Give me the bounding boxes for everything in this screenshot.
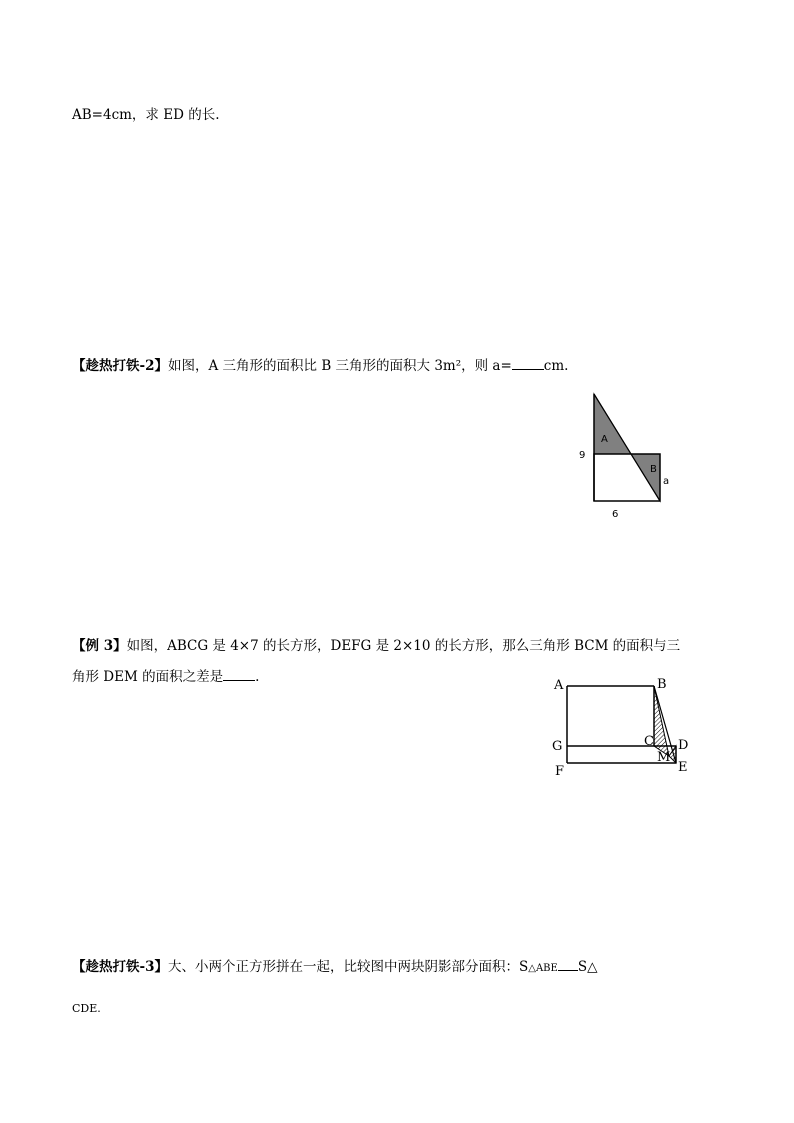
- question-2: [72, 354, 568, 374]
- point-label-m: M: [657, 750, 671, 765]
- example-3-period: .: [255, 669, 260, 685]
- question-2-tag: 【趁热打铁-2】: [72, 358, 168, 374]
- example-3-line2: [72, 665, 259, 685]
- triangle-bcm-shaded: [654, 686, 669, 756]
- point-label-a: A: [554, 678, 564, 693]
- question-3-triangle: △: [587, 959, 598, 975]
- question-3-s: S: [577, 959, 588, 975]
- question-3-line2: [72, 1002, 101, 1015]
- question-3-text: 大、小两个正方形拼在一起，比较图中两块阴影部分面积：S: [168, 959, 529, 975]
- answer-blank-example-3[interactable]: [223, 667, 255, 681]
- question-3: [72, 955, 597, 975]
- triangle-figure: [570, 388, 680, 523]
- label-lowercase-a: a: [663, 476, 670, 487]
- example-3-line1: [72, 634, 680, 654]
- problem-text-line1: [72, 103, 220, 123]
- line1-text: AB=4cm，求 ED 的长.: [72, 107, 220, 123]
- point-label-b: B: [657, 677, 667, 692]
- point-label-d: D: [678, 738, 689, 753]
- point-label-g: G: [552, 739, 563, 754]
- question-3-tag: 【趁热打铁-3】: [72, 959, 168, 975]
- example-3-text1: 如图，ABCG 是 4×7 的长方形，DEFG 是 2×10 的长方形，那么三角形 BCM 的面积与三: [126, 638, 681, 654]
- label-six: 6: [612, 509, 619, 520]
- example-3-text2: 角形 DEM 的面积之差是: [72, 669, 224, 685]
- question-2-text: 如图，A 三角形的面积比 B 三角形的面积大 3m²，则 a=: [168, 358, 512, 374]
- question-2-unit: cm.: [543, 358, 569, 374]
- question-3-subscript-abe: △ABE: [528, 963, 558, 974]
- answer-blank-a[interactable]: [512, 356, 544, 370]
- point-label-c: C: [644, 734, 654, 749]
- label-a-region: A: [601, 434, 608, 445]
- label-nine: 9: [579, 450, 586, 461]
- point-label-e: E: [678, 760, 688, 775]
- point-label-f: F: [555, 764, 565, 779]
- question-3-cde: CDE.: [72, 1002, 101, 1015]
- answer-blank-compare[interactable]: [558, 957, 578, 971]
- rectangle-figure: [548, 672, 698, 787]
- label-b-region: B: [650, 464, 657, 475]
- example-3-tag: 【例 3】: [72, 638, 127, 654]
